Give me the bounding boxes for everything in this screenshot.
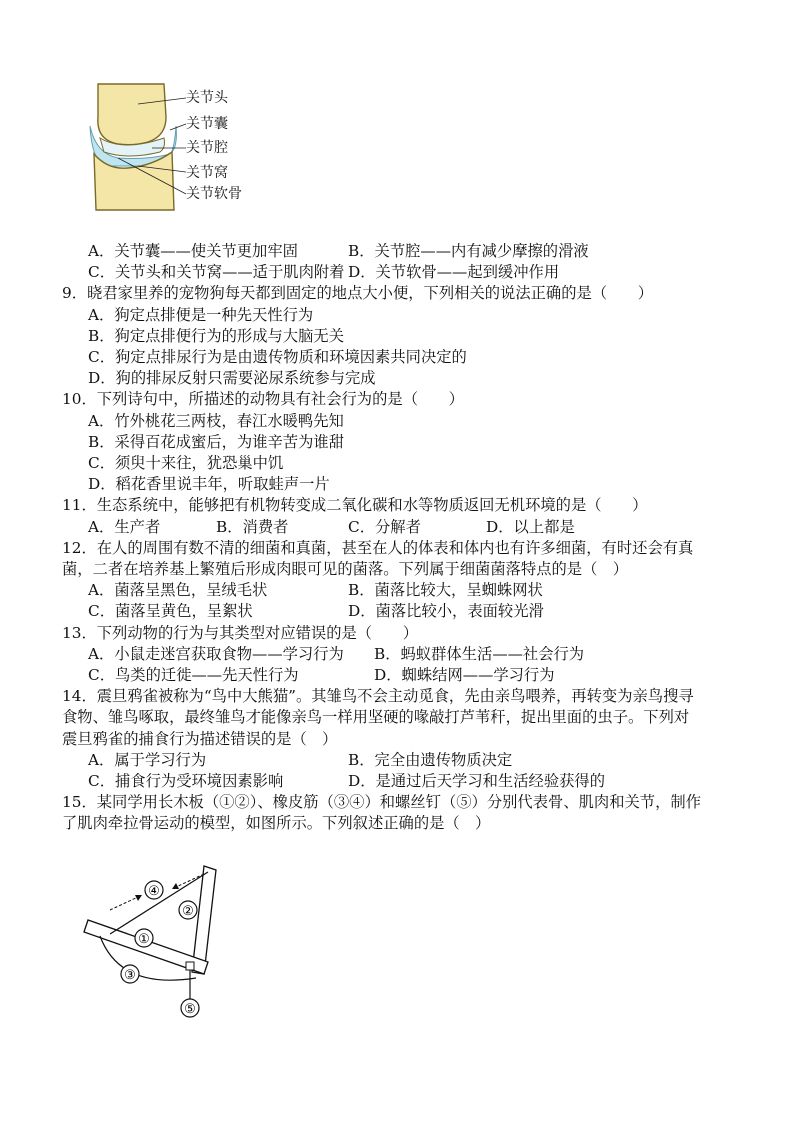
q14-stem-line3: 震旦鸦雀的捕食行为描述错误的是（ ） <box>62 729 338 748</box>
q8-option-a[interactable]: A．关节囊——使关节更加牢固 <box>88 242 298 260</box>
q9-option-b[interactable]: B．狗定点排便行为的形成与大脑无关 <box>88 326 344 345</box>
q12-option-d[interactable]: D．菌落比较小，表面较光滑 <box>348 602 544 621</box>
q12-option-b[interactable]: B．菌落比较大，呈蜘蛛网状 <box>348 581 543 600</box>
question-text-block <box>62 241 752 835</box>
q14-stem-line2: 食物、雏鸟啄取，最终雏鸟才能像亲鸟一样用坚硬的喙敲打芦苇秆，捉出里面的虫子。下列对 <box>62 708 690 727</box>
q10-option-b[interactable]: B．采得百花成蜜后，为谁辛苦为谁甜 <box>88 432 344 451</box>
q10-option-a[interactable]: A．竹外桃花三两枝，春江水暖鸭先知 <box>88 411 344 430</box>
label-joint-head: 关节头 <box>186 90 228 106</box>
q11-options-row <box>62 517 752 538</box>
label-4: ④ <box>148 884 160 899</box>
q11-option-c[interactable]: C．分解者 <box>348 517 421 536</box>
arrow-dashed-right <box>174 874 204 888</box>
q10-option-d[interactable]: D．稻花香里说丰年，听取蛙声一片 <box>88 475 330 494</box>
q8-option-c[interactable]: C．关节头和关节窝——适于肌肉附着 <box>88 263 345 282</box>
arrow-dashed-left <box>110 896 140 910</box>
label-2: ② <box>182 904 194 919</box>
q13-options-row2 <box>62 665 752 686</box>
q12-options-row1 <box>62 580 752 601</box>
q13-option-c[interactable]: C．鸟类的迁徙——先天性行为 <box>88 666 299 685</box>
label-joint-cartilage: 关节软骨 <box>186 186 242 202</box>
q13-option-b[interactable]: B．蚂蚁群体生活——社会行为 <box>374 644 585 663</box>
q8-option-d[interactable]: D．关节软骨——起到缓冲作用 <box>348 263 560 282</box>
q12-options-row2 <box>62 601 752 622</box>
q9-option-c[interactable]: C．狗定点排尿行为是由遗传物质和环境因素共同决定的 <box>88 348 467 367</box>
q11-option-b[interactable]: B．消费者 <box>216 517 289 536</box>
label-joint-cavity: 关节腔 <box>186 140 228 156</box>
label-3: ③ <box>124 968 136 983</box>
q13-option-d[interactable]: D．蜘蛛结网——学习行为 <box>374 666 555 685</box>
q14-option-a[interactable]: A．属于学习行为 <box>88 750 207 769</box>
q9-stem: 9．晓君家里养的宠物狗每天都到固定的地点大小便，下列相关的说法正确的是（ ） <box>62 284 654 303</box>
joint-structure-figure <box>78 82 258 212</box>
q8-option-b[interactable]: B．关节腔——内有减少摩擦的滑液 <box>348 242 589 260</box>
muscle-bone-model-figure <box>80 862 230 1022</box>
q9-option-d[interactable]: D．狗的排尿反射只需要泌尿系统参与完成 <box>88 369 376 388</box>
q13-option-a[interactable]: A．小鼠走迷宫获取食物——学习行为 <box>88 644 344 663</box>
q11-stem: 11．生态系统中，能够把有机物转变成二氧化碳和水等物质返回无机环境的是（ ） <box>62 496 648 515</box>
q9-option-a[interactable]: A．狗定点排便是一种先天性行为 <box>88 305 314 324</box>
joint-head-bone <box>98 84 166 145</box>
model-diagram <box>80 862 230 1022</box>
q14-option-d[interactable]: D．是通过后天学习和生活经验获得的 <box>348 772 606 791</box>
q14-option-b[interactable]: B．完全由遗传物质决定 <box>348 750 513 769</box>
label-joint-socket: 关节窝 <box>186 165 228 181</box>
q13-stem: 13．下列动物的行为与其类型对应错误的是（ ） <box>62 623 418 642</box>
q14-option-c[interactable]: C．捕食行为受环境因素影响 <box>88 772 284 791</box>
q12-option-c[interactable]: C．菌落呈黄色，呈絮状 <box>88 602 253 621</box>
q12-stem-line1: 12．在人的周围有数不清的细菌和真菌，甚至在人的体表和体内也有许多细菌，有时还会有真 <box>62 538 694 557</box>
q14-options-row2 <box>62 771 752 792</box>
q14-stem-line1: 14．震旦鸦雀被称为“鸟中大熊猫”。其雏鸟不会主动觅食，先由亲鸟喂养，再转变为亲鸟搜寻 <box>62 687 694 706</box>
q11-option-a[interactable]: A．生产者 <box>88 517 161 536</box>
label-1: ① <box>138 932 150 947</box>
q13-options-row1 <box>62 644 752 665</box>
q14-options-row1 <box>62 750 752 771</box>
label-joint-capsule: 关节囊 <box>186 116 228 132</box>
q12-option-a[interactable]: A．菌落呈黑色，呈绒毛状 <box>88 581 268 600</box>
q15-stem-line2: 了肌肉牵拉骨运动的模型，如图所示。下列叙述正确的是（ ） <box>62 814 491 833</box>
joint-diagram <box>78 82 188 212</box>
q8-options-row2 <box>62 262 752 283</box>
q10-stem: 10．下列诗句中，所描述的动物具有社会行为的是（ ） <box>62 390 464 409</box>
q10-option-c[interactable]: C．须臾十来往，犹恐巢中饥 <box>88 454 284 473</box>
q11-option-d[interactable]: D．以上都是 <box>486 517 575 536</box>
q8-options-row1 <box>62 241 752 262</box>
label-5: ⑤ <box>184 1002 196 1017</box>
q12-stem-line2: 菌，二者在培养基上繁殖后形成肉眼可见的菌落。下列属于细菌菌落特点的是（ ） <box>62 560 628 579</box>
q15-stem-line1: 15．某同学用长木板（①②）、橡皮筋（③④）和螺丝钉（⑤）分别代表骨、肌肉和关节，制作 <box>62 793 701 812</box>
